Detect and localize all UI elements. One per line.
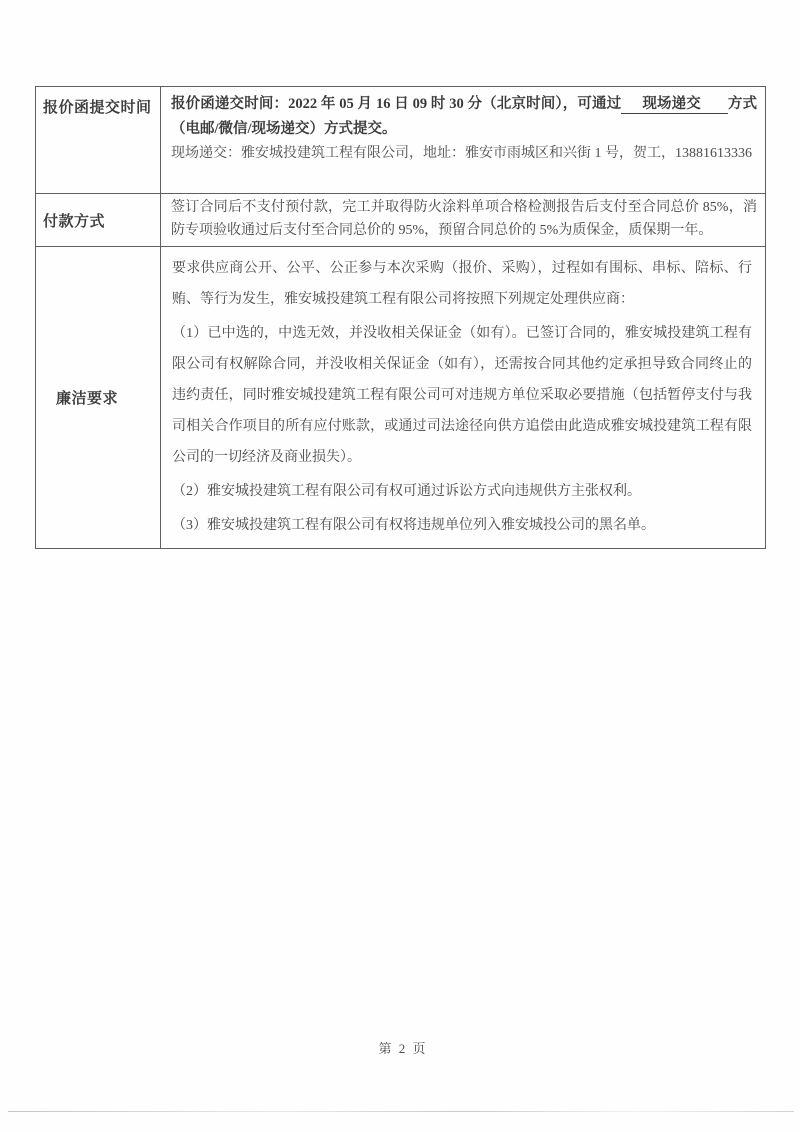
row-label-submission-time	[36, 87, 161, 194]
delivery-address-text: 现场递交：雅安城投建筑工程有限公司，地址：雅安市雨城区和兴街 1 号，贺工，13881613336	[171, 146, 752, 161]
integrity-paragraph-intro: 要求供应商公开、公平、公正参与本次采购（报价、采购），过程如有围标、串标、陪标、行贿、等行为发生，雅安城投建筑工程有限公司将按照下列规定处理供应商：	[172, 261, 752, 307]
table-row-submission-time	[36, 87, 766, 194]
integrity-paragraph-2: （2）雅安城投建筑工程有限公司有权可通过诉讼方式向违规供方主张权利。	[172, 484, 641, 499]
table-row-integrity-requirements	[36, 247, 766, 549]
page-number: 第 2 页	[378, 1041, 428, 1056]
row-content-payment-method	[161, 194, 766, 247]
table-row-payment-method	[36, 194, 766, 247]
row-label-payment-method	[36, 194, 161, 247]
submission-time-text	[171, 92, 757, 142]
delivery-method-underlined: 现场递交	[621, 96, 728, 114]
row-label-text: 廉洁要求	[56, 391, 119, 407]
row-content-submission-time	[161, 87, 766, 194]
integrity-paragraph-1: （1）已中选的，中选无效，并没收相关保证金（如有）。已签订合同的，雅安城投建筑工程有限公司有权解除合同，并没收相关保证金（如有），还需按合同其他约定承担导致合同终止的违约责任，同时雅安城投建筑工程有限公司可对违规方单位采取必要措施（包括暂停支付与我司相关合作项目的所有应付账款，或通过司法途径向供方追偿由此造成雅安城投建筑工程有限公司的一切经济及商业损失）。	[172, 326, 752, 465]
row-label-text: 报价函提交时间	[43, 100, 152, 116]
row-label-text: 付款方式	[43, 213, 106, 230]
payment-method-text: 签订合同后不支付预付款，完工并取得防火涂料单项合格检测报告后支付至合同总价 85%，消防专项验收通过后支付至合同总价的 95%，预留合同总价的 5%为质保金，质保期一年。	[171, 200, 757, 238]
row-content-integrity	[161, 247, 766, 549]
submission-time-suffix: 方式（电邮/微信/现场递交）方式提交。	[171, 96, 758, 137]
scan-artifact	[8, 1111, 794, 1112]
integrity-paragraph-3: （3）雅安城投建筑工程有限公司有权将违规单位列入雅安城投公司的黑名单。	[172, 518, 655, 533]
quotation-info-table	[35, 86, 766, 549]
submission-time-prefix: 报价函递交时间：2022 年 05 月 16 日 09 时 30 分（北京时间），可通过	[171, 96, 622, 112]
row-label-integrity	[36, 247, 161, 549]
